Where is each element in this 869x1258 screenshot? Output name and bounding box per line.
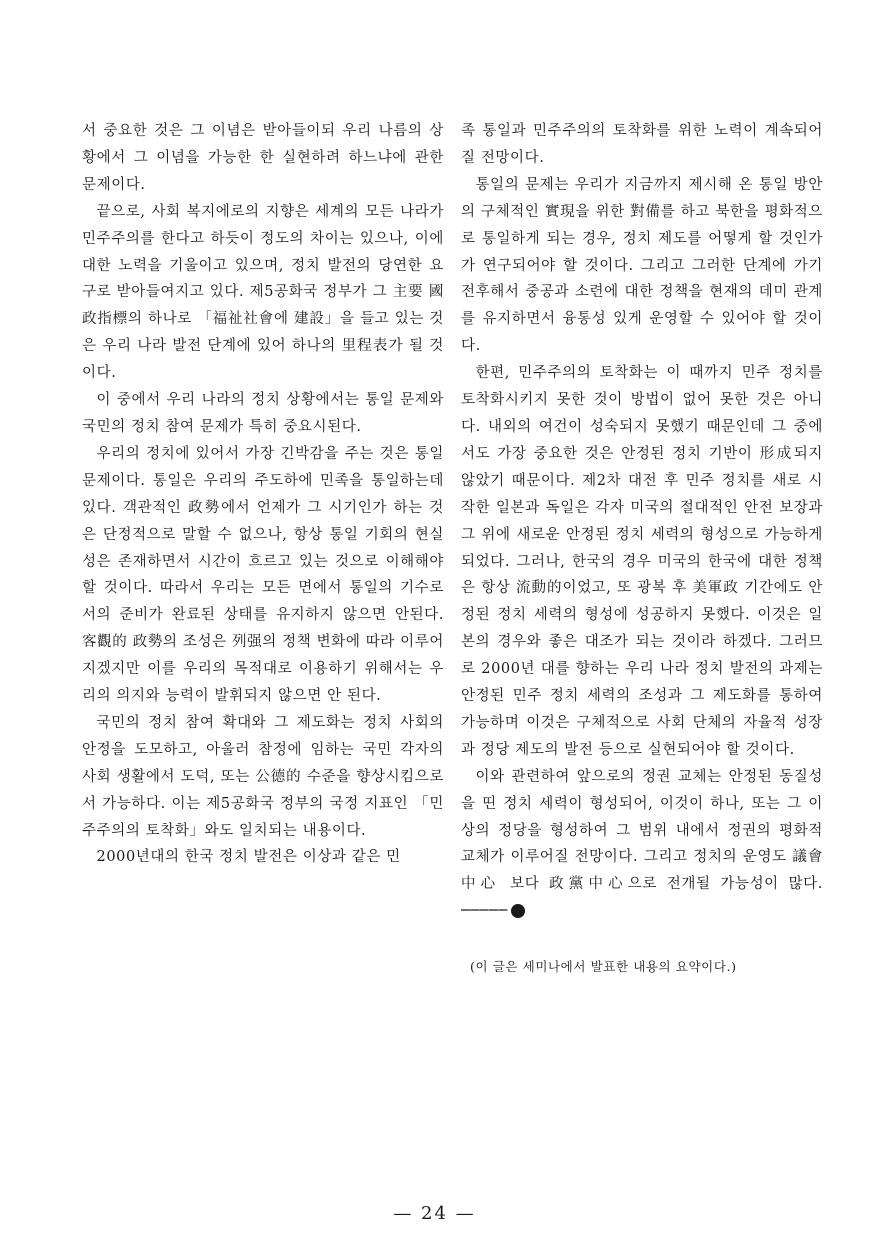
paragraph: 2000년대의 한국 정치 발전은 이상과 같은 민 [96,849,401,866]
paragraph: 국민의 정치 참여 확대와 그 제도화는 정치 사회의 안정을 도모하고, 아울러 참정에 임하는 국민 각자의 사회 생활에서 도덕, 또는 公德的 수준을 향상시킴으로서 가능하다. 이는 제5공화국 정부의 국정 지표인 「민주주의의 토착화」와도 일치되는 내용이다. [82,714,444,839]
closing-paragraph [461,764,823,925]
end-mark-icon [511,904,525,918]
paragraph: 한편, 민주주의의 토착화는 이 때까지 민주 정치를 토착화시키지 못한 것이 방법이 없어 못한 것은 아니다. 내외의 여건이 성숙되지 못했기 때문인데 그 중에서도 가장 중요한 것은 안정된 정치 기반이 形成되지 않았기 때문이다. 제2차 대전 후 민주 정치를 새로 시작한 일본과 독일은 각자 미국의 절대적인 안전 보장과 그 위에 새로운 안정된 정치 세력의 형성으로 가능하게 되었다. 그러나, 한국의 경우 미국의 한국에 대한 정책은 항상 流動的이었고, 또 광복 후 美軍政 기간에도 안정된 정치 세력의 형성에 성공하지 못했다. 이것은 일본의 경우와 좋은 대조가 되는 것이라 하겠다. 그러므로 2000년 대를 향하는 우리 나라 정치 발전의 과제는 안정된 민주 정치 세력의 조성과 그 제도화를 통하여 가능하며 이것은 구체적으로 사회 단체의 자율적 성장과 정당 제도의 발전 등으로 실현되어야 할 것이다. [461,365,823,758]
paragraph: 우리의 정치에 있어서 가장 긴박감을 주는 것은 통일 문제이다. 통일은 우리의 주도하에 민족을 통일하는데 있다. 객관적인 政勢에서 언제가 그 시기인가 하는 것은 단정적으로 말할 수 없으나, 항상 통일 기회의 현실성은 존재하면서 시간이 흐르고 있는 것으로 이해해야 할 것이다. 따라서 우리는 모든 면에서 통일의 기수로서의 준비가 완료된 상태를 유지하지 않으면 안된다. 客觀的 政勢의 조성은 列强의 정책 변화에 따라 이루어지겠지만 이를 우리의 목적대로 이용하기 위해서는 우리의 의지와 능력이 발휘되지 않으면 안 된다. [82,445,444,705]
paragraph: 서 중요한 것은 그 이념은 받아들이되 우리 나름의 상황에서 그 이념을 가능한 한 실현하려 하느냐에 관한 문제이다. [82,123,444,193]
left-column [82,118,444,871]
paragraph-text: 이와 관련하여 앞으로의 정권 교체는 안정된 동질성을 띤 정치 세력이 형성되어, 이것이 하나, 또는 그 이상의 정당을 형성하여 그 범위 내에서 정권의 평화적 교체가 이루어질 전망이다. 그리고 정치의 운영도 議會中心 보다 政黨中心으로 전개될 가능성이 많다. ───── [461,768,823,920]
footnote: (이 글은 세미나에서 발표한 내용의 요약이다.) [470,959,737,974]
paragraph: 통일의 문제는 우리가 지금까지 제시해 온 통일 방안의 구체적인 實現을 위한 對備를 하고 북한을 평화적으로 통일하게 되는 경우, 정치 제도를 어떻게 할 것인가가 연구되어야 할 것이다. 그리고 그러한 단계에 가기 전후해서 중공과 소련에 대한 정책을 현재의 데미 관계를 유지하면서 융통성 있게 운영할 수 있어야 할 것이다. [461,176,823,355]
page-number: — 24 — [393,1203,476,1224]
paragraph: 족 통일과 민주주의의 토착화를 위한 노력이 계속되어질 전망이다. [461,123,823,166]
paragraph: 이 중에서 우리 나라의 정치 상황에서는 통일 문제와 국민의 정치 참여 문제가 특히 중요시된다. [82,392,444,435]
right-column [461,118,823,925]
paragraph: 끝으로, 사회 복지에로의 지향은 세계의 모든 나라가 민주주의를 한다고 하듯이 정도의 차이는 있으나, 이에 대한 노력을 기울이고 있으며, 정치 발전의 당연한 요구로 받아들여지고 있다. 제5공화국 정부가 그 主要 國政指標의 하나로 「福祉社會에 建設」을 들고 있는 것은 우리 나라 발전 단계에 있어 하나의 里程表가 될 것이다. [82,203,444,382]
